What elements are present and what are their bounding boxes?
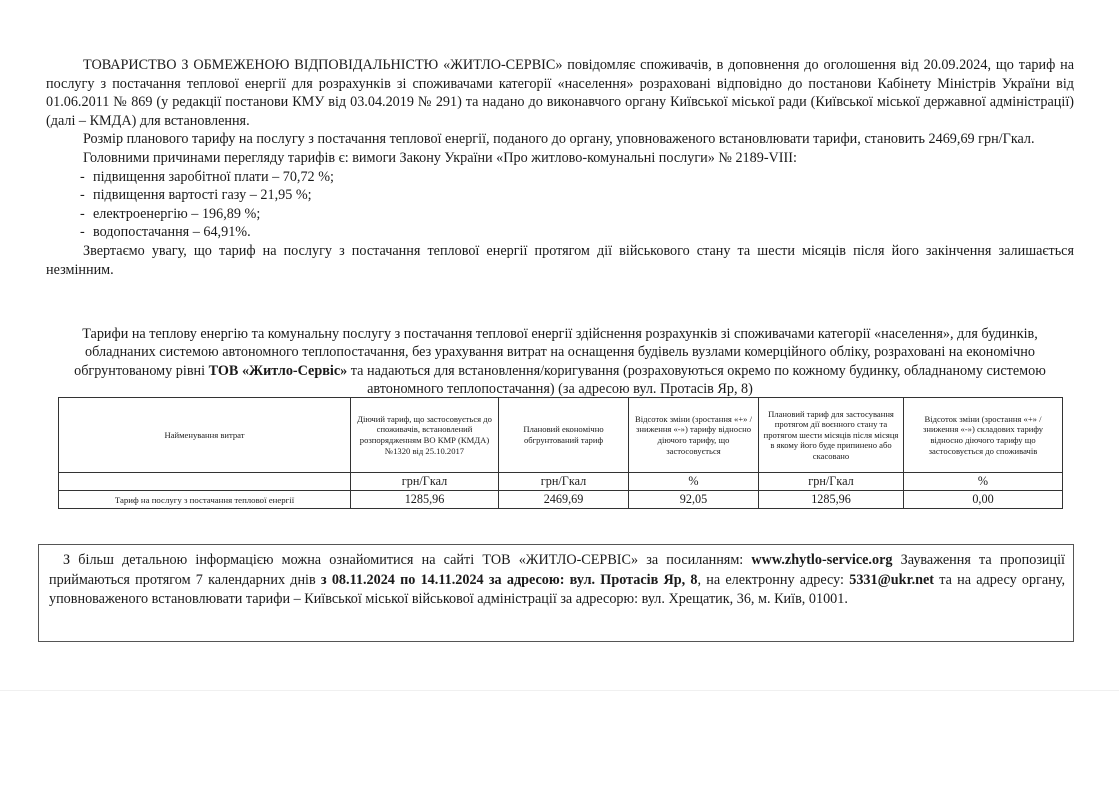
- email-link[interactable]: 5331@ukr.net: [849, 571, 935, 588]
- current-tariff-value: 1285,96: [351, 491, 499, 509]
- unit-cell: грн/Гкал: [499, 473, 629, 491]
- components-change-percent-value: 0,00: [904, 491, 1063, 509]
- table-row: [59, 491, 1063, 509]
- reason-text: водопостачання – 64,91%.: [93, 224, 251, 241]
- website-link[interactable]: www.zhytlo-service.org: [751, 552, 893, 568]
- list-item: - водопостачання – 64,91%.: [80, 224, 251, 241]
- announcement-paragraph-3: Головними причинами перегляду тарифів є: вимоги Закону України «Про житлово-комунальні послуги» № 2189-VIII:: [83, 149, 797, 166]
- reason-text: підвищення вартості газу – 21,95 %;: [93, 187, 312, 204]
- tariff-heading-part-2: та надаються для встановлення/коригування (розраховуються окремо по кожному будинку, обладнаному системою автономного теплопостачання) (за адресою вул. Протасів Яр, 8): [350, 362, 1046, 397]
- tariff-heading-part-1: Тарифи на теплову енергію та комунальну послугу з постачання теплової енергії здійснення розрахунків зі споживачами категорії «населення», для будинків, обладнаних системою автономного теплопостачання, без урахування витрат на оснащення будівель вузлами комерційного обліку, розраховані на економічно обгрунтованому рівні: [74, 326, 1038, 379]
- column-header: Відсоток зміни (зростання «+» / зниження «-») складових тарифу відносно діючого тарифу що застосовується до споживачів: [904, 398, 1063, 473]
- tariff-table: [58, 397, 1063, 509]
- contact-paragraph: [49, 551, 1065, 610]
- change-percent-value: 92,05: [629, 491, 759, 509]
- comment-period-address: з 08.11.2024 по 14.11.2024 за адресою: вул. Протасів Яр, 8: [320, 571, 698, 588]
- announcement-paragraph-1: ТОВАРИСТВО З ОБМЕЖЕНОЮ ВІДПОВІДАЛЬНІСТЮ «ЖИТЛО-СЕРВІС» повідомляє споживачів, в доповнення до оголошення від 20.09.2024, що тариф на послугу з постачання теплової енергії для розрахунків зі споживачами категорії «населення» розраховані відповідно до постанови Кабінету Міністрів України від 01.06.2011 № 869 (у редакції постанови КМУ від 03.04.2019 № 291) та надано до виконавчого органу Київської міської ради (Київської міської державної адміністрації) (далі – КМДА) для встановлення.: [46, 57, 1074, 129]
- unit-cell: %: [904, 473, 1063, 491]
- list-item: - підвищення вартості газу – 21,95 %;: [80, 187, 312, 204]
- scan-artifact-line: [0, 690, 1119, 691]
- table-header-row: [59, 398, 1063, 473]
- announcement-text: [46, 56, 1074, 279]
- list-item: - електроенергію – 196,89 %;: [80, 205, 261, 222]
- announcement-paragraph-2: Розмір планового тарифу на послугу з постачання теплової енергії, поданого до органу, уповноваженого встановлювати тарифи, становить 2469,69 грн/Гкал.: [83, 131, 1035, 148]
- contact-text-4: та на адресу органу, уповноваженого встановлювати тарифи – Київської міської військової адміністрації за адресорю: вул. Хрещатик, 36, м. Київ, 01001.: [49, 571, 1066, 608]
- contact-text-3: , на електронну адресу:: [697, 571, 844, 588]
- reason-text: підвищення заробітної плати – 70,72 %;: [93, 168, 334, 185]
- contact-info-box: [38, 544, 1074, 642]
- planned-tariff-value: 2469,69: [499, 491, 629, 509]
- column-header: Плановий економічно обгрунтований тариф: [499, 398, 629, 473]
- contact-text-2: Зауваження та пропозиції приймаються протягом 7 календарних днів: [49, 552, 1065, 588]
- units-row: [59, 473, 1063, 491]
- tariff-heading: [46, 325, 1074, 398]
- column-header: Плановий тариф для застосування протягом дії воєнного стану та протягом шести місяців після місяця в якому його буде припинено або скасовано: [759, 398, 904, 473]
- wartime-tariff-value: 1285,96: [759, 491, 904, 509]
- list-item: - підвищення заробітної плати – 70,72 %;: [80, 168, 334, 185]
- company-name: ТОВ «Житло-Сервіс»: [208, 362, 348, 379]
- unit-cell: %: [629, 473, 759, 491]
- unit-cell: грн/Гкал: [759, 473, 904, 491]
- row-label: Тариф на послугу з постачання теплової енергії: [59, 491, 351, 509]
- unit-cell: грн/Гкал: [351, 473, 499, 491]
- column-header: Найменування витрат: [59, 398, 351, 473]
- reasons-list: [46, 168, 1074, 242]
- column-header: Відсоток зміни (зростання «+» / зниження «-») тарифу відносно діючого тарифу, що застосовується: [629, 398, 759, 473]
- announcement-paragraph-4: Звертаємо увагу, що тариф на послугу з постачання теплової енергії протягом дії військового стану та шести місяців після його закінчення залишається незмінним.: [46, 242, 1074, 278]
- reason-text: електроенергію – 196,89 %;: [93, 205, 261, 222]
- contact-text-1: З більш детальною інформацією можна ознайомитися на сайті ТОВ «ЖИТЛО-СЕРВІС» за посиланням:: [63, 552, 744, 568]
- unit-cell: [59, 473, 351, 491]
- column-header: Діючий тариф, що застосовується до споживачів, встановлений розпорядженням ВО КМР (КМДА) №1320 від 25.10.2017: [351, 398, 499, 473]
